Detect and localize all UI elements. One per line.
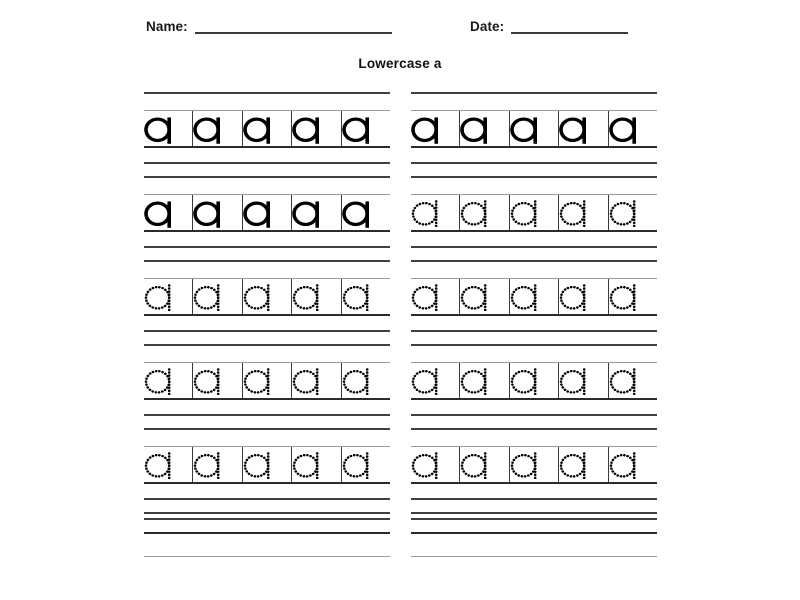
letter-cell[interactable] xyxy=(510,279,559,314)
writing-band[interactable] xyxy=(411,194,657,232)
letter-cell[interactable] xyxy=(559,363,608,398)
letter-cell[interactable] xyxy=(609,111,657,146)
letter-a-solid xyxy=(292,195,326,230)
letter-a-dotted xyxy=(510,363,544,398)
letter-a-solid xyxy=(193,195,227,230)
letter-cell[interactable] xyxy=(411,447,460,482)
letter-cell[interactable] xyxy=(411,279,460,314)
letter-cell[interactable] xyxy=(609,447,657,482)
letter-cell[interactable] xyxy=(193,447,242,482)
name-input-blank[interactable] xyxy=(195,19,392,34)
letter-a-dotted xyxy=(460,195,494,230)
practice-column-left xyxy=(144,176,390,260)
practice-column-right xyxy=(411,92,657,176)
practice-row xyxy=(0,428,800,512)
rule-line xyxy=(144,414,390,416)
rule-line xyxy=(144,246,390,248)
letter-a-solid xyxy=(559,111,593,146)
letter-cell[interactable] xyxy=(144,195,193,230)
practice-row xyxy=(0,344,800,428)
letter-a-dotted xyxy=(292,279,326,314)
practice-column-left xyxy=(144,428,390,512)
letter-cell[interactable] xyxy=(460,279,509,314)
letter-cell[interactable] xyxy=(243,195,292,230)
letter-a-solid xyxy=(342,111,376,146)
writing-band[interactable] xyxy=(411,278,657,316)
letter-a-dotted xyxy=(411,447,445,482)
letter-cell[interactable] xyxy=(609,363,657,398)
letter-cell[interactable] xyxy=(342,279,390,314)
letter-cell[interactable] xyxy=(144,111,193,146)
writing-band[interactable] xyxy=(144,194,390,232)
letter-a-dotted xyxy=(144,363,178,398)
practice-column-right xyxy=(411,176,657,260)
letter-a-solid xyxy=(144,195,178,230)
letter-cell[interactable] xyxy=(193,279,242,314)
letter-a-dotted xyxy=(559,363,593,398)
letter-a-dotted xyxy=(144,279,178,314)
letter-a-dotted xyxy=(609,279,643,314)
rule-line xyxy=(411,246,657,248)
letter-a-solid xyxy=(510,111,544,146)
letter-cell[interactable] xyxy=(460,195,509,230)
rule-line xyxy=(411,498,657,500)
letter-a-dotted xyxy=(342,363,376,398)
practice-grid xyxy=(0,92,800,568)
letter-cell[interactable] xyxy=(510,363,559,398)
rule-line xyxy=(144,92,390,94)
letter-a-solid xyxy=(609,111,643,146)
practice-column-right xyxy=(411,260,657,344)
letter-cell[interactable] xyxy=(460,111,509,146)
letter-cell[interactable] xyxy=(559,279,608,314)
letter-cell[interactable] xyxy=(510,195,559,230)
letter-a-solid xyxy=(460,111,494,146)
letter-a-solid xyxy=(243,111,277,146)
letter-a-dotted xyxy=(609,363,643,398)
letter-a-dotted xyxy=(144,447,178,482)
letter-a-solid xyxy=(193,111,227,146)
rule-line xyxy=(144,162,390,164)
writing-band[interactable] xyxy=(144,278,390,316)
writing-band[interactable] xyxy=(411,362,657,400)
letter-cell[interactable] xyxy=(243,447,292,482)
practice-column-right xyxy=(411,428,657,512)
letter-a-solid xyxy=(292,111,326,146)
letter-a-dotted xyxy=(342,279,376,314)
letter-a-dotted xyxy=(510,195,544,230)
letter-a-dotted xyxy=(243,363,277,398)
rule-line xyxy=(144,532,390,534)
letter-cell[interactable] xyxy=(559,111,608,146)
writing-band[interactable] xyxy=(144,110,390,148)
letter-cell[interactable] xyxy=(342,363,390,398)
name-label: Name: xyxy=(146,19,188,34)
letter-a-solid xyxy=(342,195,376,230)
writing-band[interactable] xyxy=(144,446,390,484)
letter-cell[interactable] xyxy=(193,111,242,146)
letter-cell[interactable] xyxy=(243,363,292,398)
letter-cell[interactable] xyxy=(292,279,341,314)
rule-line xyxy=(411,518,657,520)
letter-a-dotted xyxy=(559,195,593,230)
rule-line xyxy=(411,556,657,557)
letter-a-dotted xyxy=(460,279,494,314)
letter-cell[interactable] xyxy=(411,111,460,146)
letter-cell[interactable] xyxy=(609,279,657,314)
letter-cell[interactable] xyxy=(243,279,292,314)
name-field[interactable] xyxy=(146,12,392,34)
writing-band[interactable] xyxy=(411,110,657,148)
letter-a-dotted xyxy=(193,279,227,314)
rule-line xyxy=(411,92,657,94)
practice-column-left xyxy=(144,92,390,176)
date-label: Date: xyxy=(470,19,505,34)
letter-a-solid xyxy=(411,111,445,146)
writing-band[interactable] xyxy=(411,446,657,484)
letter-cell[interactable] xyxy=(609,195,657,230)
letter-cell[interactable] xyxy=(411,363,460,398)
letter-cell[interactable] xyxy=(510,447,559,482)
letter-cell[interactable] xyxy=(144,279,193,314)
letter-cell[interactable] xyxy=(559,195,608,230)
letter-a-dotted xyxy=(609,195,643,230)
letter-a-dotted xyxy=(559,447,593,482)
date-input-blank[interactable] xyxy=(511,19,628,34)
letter-a-dotted xyxy=(342,447,376,482)
letter-cell[interactable] xyxy=(193,195,242,230)
letter-cell[interactable] xyxy=(144,447,193,482)
letter-a-dotted xyxy=(411,363,445,398)
letter-a-dotted xyxy=(559,279,593,314)
practice-row xyxy=(0,176,800,260)
rule-line xyxy=(144,518,390,520)
blank-column-left[interactable] xyxy=(144,512,390,568)
practice-column-left xyxy=(144,344,390,428)
letter-a-dotted xyxy=(292,447,326,482)
rule-line xyxy=(411,162,657,164)
letter-cell[interactable] xyxy=(460,363,509,398)
rule-line xyxy=(144,556,390,557)
letter-cell[interactable] xyxy=(342,111,390,146)
practice-row xyxy=(0,260,800,344)
date-field[interactable] xyxy=(470,12,628,34)
practice-row xyxy=(0,92,800,176)
letter-cell[interactable] xyxy=(342,195,390,230)
rule-line xyxy=(144,330,390,332)
letter-cell[interactable] xyxy=(559,447,608,482)
letter-cell[interactable] xyxy=(292,195,341,230)
rule-line xyxy=(144,498,390,500)
page-title: Lowercase a xyxy=(358,56,442,71)
letter-cell[interactable] xyxy=(292,111,341,146)
letter-a-dotted xyxy=(243,279,277,314)
letter-a-solid xyxy=(243,195,277,230)
blank-column-right[interactable] xyxy=(411,512,657,568)
letter-cell[interactable] xyxy=(144,363,193,398)
letter-a-dotted xyxy=(510,279,544,314)
rule-line xyxy=(411,330,657,332)
rule-line xyxy=(411,414,657,416)
letter-cell[interactable] xyxy=(193,363,242,398)
letter-a-dotted xyxy=(411,279,445,314)
letter-cell[interactable] xyxy=(510,111,559,146)
letter-a-solid xyxy=(144,111,178,146)
letter-cell[interactable] xyxy=(243,111,292,146)
letter-a-dotted xyxy=(460,363,494,398)
letter-a-dotted xyxy=(243,447,277,482)
letter-a-dotted xyxy=(510,447,544,482)
letter-a-dotted xyxy=(411,195,445,230)
practice-column-left xyxy=(144,260,390,344)
letter-a-dotted xyxy=(193,363,227,398)
letter-a-dotted xyxy=(292,363,326,398)
letter-cell[interactable] xyxy=(292,447,341,482)
writing-band[interactable] xyxy=(144,362,390,400)
rule-line xyxy=(411,532,657,534)
letter-cell[interactable] xyxy=(411,195,460,230)
letter-cell[interactable] xyxy=(342,447,390,482)
blank-practice-lines[interactable] xyxy=(0,512,800,568)
letter-a-dotted xyxy=(609,447,643,482)
practice-column-right xyxy=(411,344,657,428)
letter-a-dotted xyxy=(193,447,227,482)
letter-a-dotted xyxy=(460,447,494,482)
letter-cell[interactable] xyxy=(292,363,341,398)
letter-cell[interactable] xyxy=(460,447,509,482)
worksheet-header xyxy=(0,8,800,38)
